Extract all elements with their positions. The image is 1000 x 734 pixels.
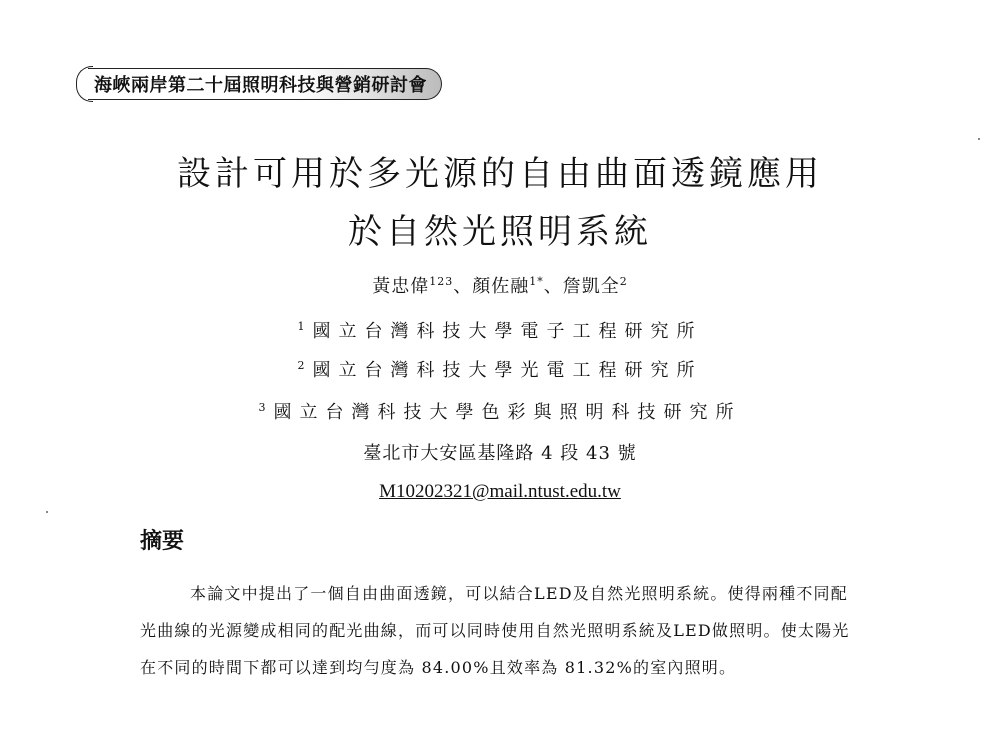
author-affiliation-mark: 1*: [529, 275, 544, 288]
author-separator: 、: [453, 276, 473, 297]
affiliation-number: 1: [297, 320, 313, 333]
affiliation-3: [0, 398, 1000, 424]
author-name: 顏佐融: [472, 276, 530, 297]
affiliation-text: 國立台灣科技大學光電工程研究所: [312, 360, 703, 381]
scan-speck: [978, 138, 980, 140]
abstract-heading: 摘要: [140, 528, 185, 554]
affiliation-text: 國立台灣科技大學電子工程研究所: [312, 321, 703, 342]
affiliation-2: [0, 356, 1000, 382]
affiliation-1: [0, 317, 1000, 343]
author-list: [0, 272, 1000, 298]
author-name: 詹凱全: [562, 276, 620, 297]
paper-title-line-2: 於自然光照明系統: [348, 212, 652, 252]
conference-badge: [88, 68, 442, 100]
abstract-body: 本論文中提出了一個自由曲面透鏡，可以結合LED及自然光照明系統。使得兩種不同配光曲線的光源變成相同的配光曲線，而可以同時使用自然光照明系統及LED做照明。使太陽光在不同的時間下都可以達到均勻度為 84.00%且效率為 81.32%的室內照明。: [140, 584, 850, 677]
affiliation-number: 2: [297, 359, 313, 372]
conference-name: 海峽兩岸第二十屆照明科技與營銷研討會: [94, 75, 427, 96]
author-affiliation-mark: 2: [619, 275, 628, 288]
email-link[interactable]: M10202321@mail.ntust.edu.tw: [379, 481, 621, 502]
author-separator: 、: [543, 276, 563, 297]
author-name: 黃忠偉: [372, 276, 430, 297]
scan-speck: [46, 511, 48, 513]
paper-title-line-1: 設計可用於多光源的自由曲面透鏡應用: [177, 154, 823, 194]
affiliation-number: 3: [258, 401, 274, 414]
affiliation-text: 國立台灣科技大學色彩與照明科技研究所: [273, 402, 742, 423]
author-affiliation-mark: 123: [429, 275, 454, 288]
postal-address: 臺北市大安區基隆路 4 段 43 號: [363, 443, 637, 464]
